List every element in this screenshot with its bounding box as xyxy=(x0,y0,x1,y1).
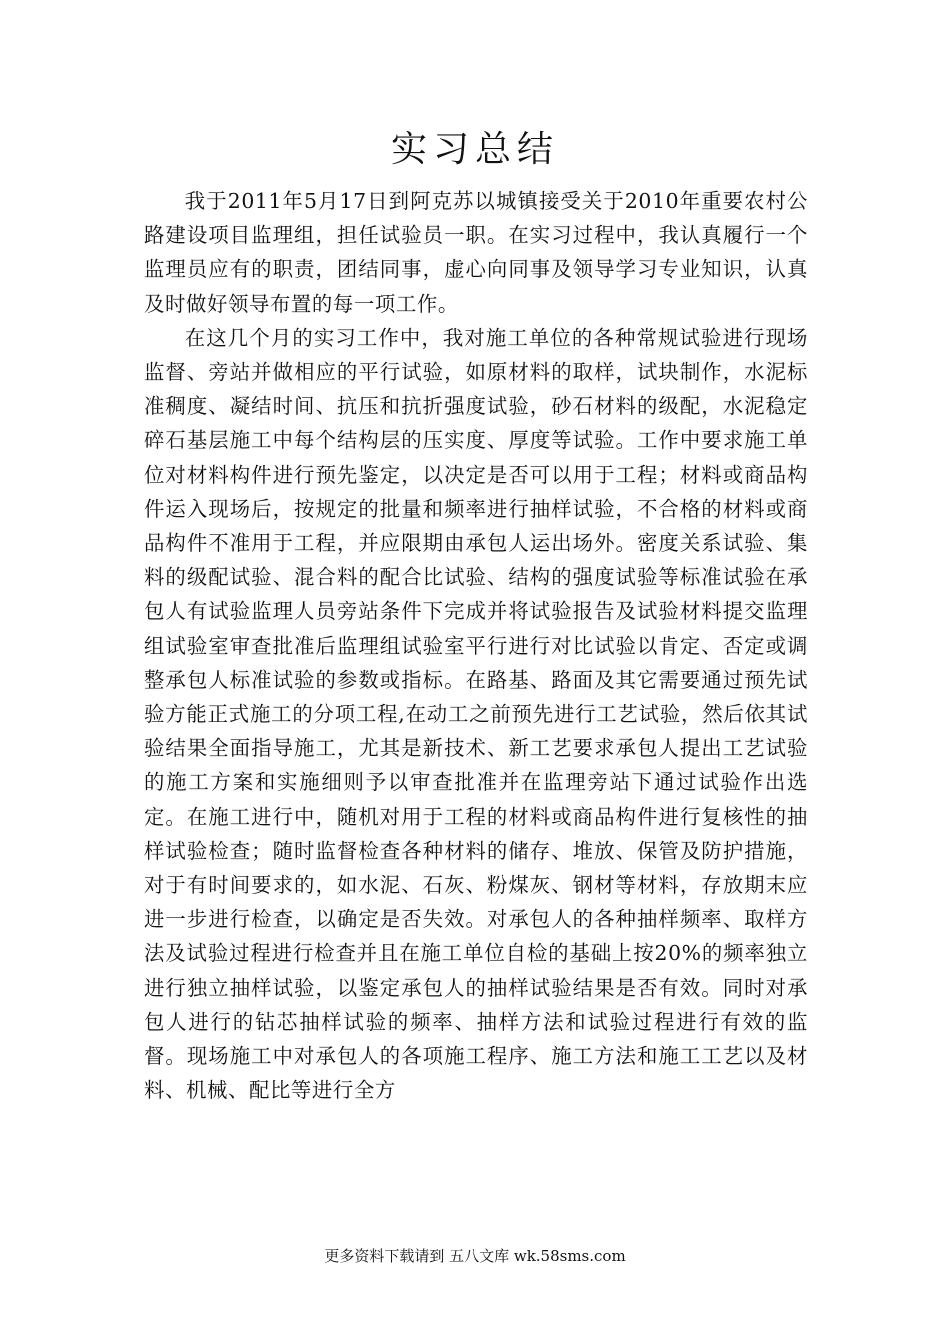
footer-link-text[interactable]: 更多资料下载请到 五八文库 wk.58sms.com xyxy=(324,1247,626,1265)
paragraph-2: 在这几个月的实习工作中，我对施工单位的各种常规试验进行现场监督、旁站并做相应的平行试验，如原材料的取样，试块制作，水泥标准稠度、凝结时间、抗压和抗折强度试验，砂石材料的级配，水泥稳定碎石基层施工中每个结构层的压实度、厚度等试验。工作中要求施工单位对材料构件进行预先鉴定，以决定是否可以用于工程；材料或商品构件运入现场后，按规定的批量和频率进行抽样试验，不合格的材料或商品构件不准用于工程，并应限期由承包人运出场外。密度关系试验、集料的级配试验、混合料的配合比试验、结构的强度试验等标准试验在承包人有试验监理人员旁站条件下完成并将试验报告及试验材料提交监理组试验室审查批准后监理组试验室平行进行对比试验以肯定、否定或调整承包人标准试验的参数或指标。在路基、路面及其它需要通过预先试验方能正式施工的分项工程,在动工之前预先进行工艺试验，然后依其试验结果全面指导施工，尤其是新技术、新工艺要求承包人提出工艺试验的施工方案和实施细则予以审查批准并在监理旁站下通过试验作出选定。在施工进行中，随机对用于工程的材料或商品构件进行复核性的抽样试验检查；随时监督检查各种材料的储存、堆放、保管及防护措施，对于有时间要求的，如水泥、石灰、粉煤灰、钢材等材料，存放期末应进一步进行检查，以确定是否失效。对承包人的各种抽样频率、取样方法及试验过程进行检查并且在施工单位自检的基础上按20%的频率独立进行独立抽样试验，以鉴定承包人的抽样试验结果是否有效。同时对承包人进行的钻芯抽样试验的频率、抽样方法和试验过程进行有效的监督。现场施工中对承包人的各项施工程序、施工方法和施工工艺以及材料、机械、配比等进行全方 xyxy=(144,325,808,1103)
document-body xyxy=(144,184,808,1107)
paragraph-1: 我于2011年5月17日到阿克苏以城镇接受关于2010年重要农村公路建设项目监理组，担任试验员一职。在实习过程中，我认真履行一个监理员应有的职责，团结同事，虚心向同事及领导学习专业知识，认真及时做好领导布置的每一项工作。 xyxy=(144,189,808,316)
document-title: 实习总结 xyxy=(390,129,559,170)
